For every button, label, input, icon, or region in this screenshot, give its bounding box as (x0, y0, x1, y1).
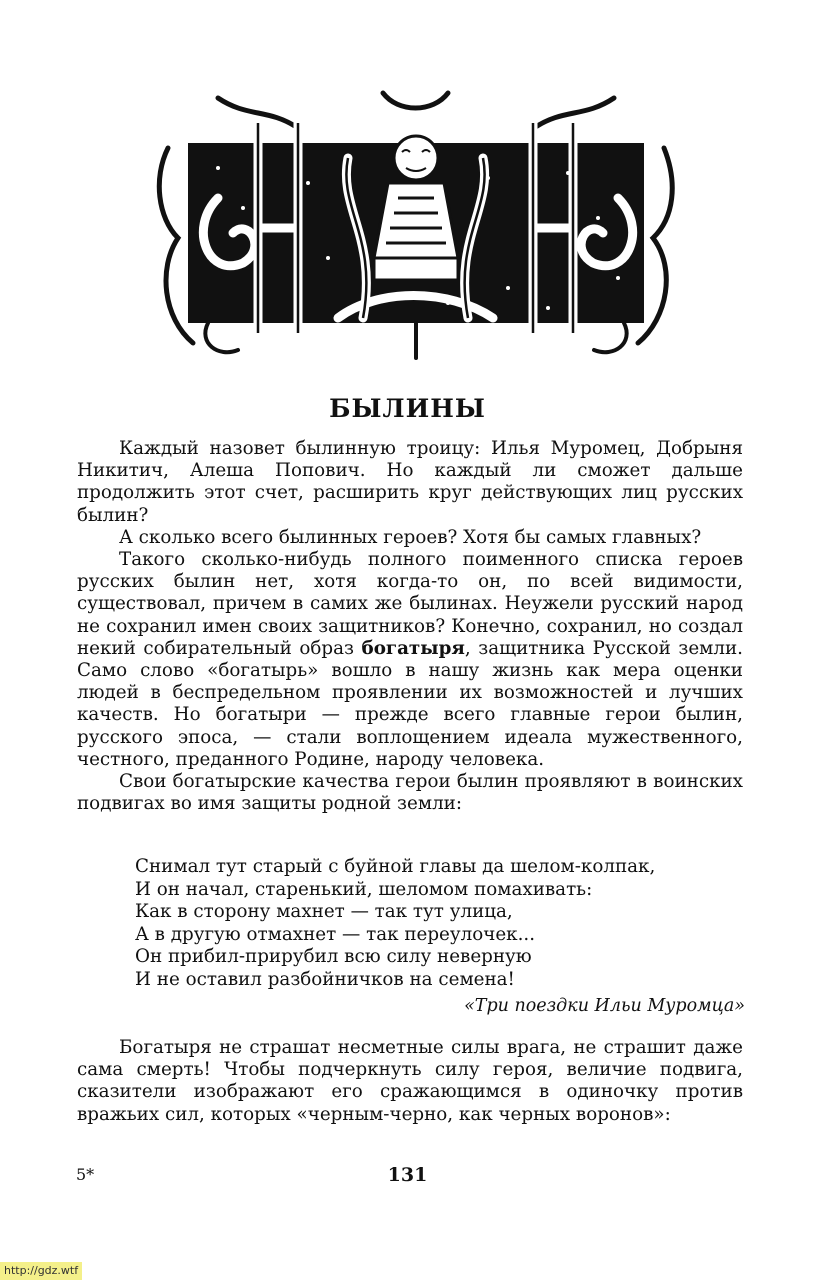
poem-line: Он прибил-прирубил всю силу неверную (135, 946, 532, 968)
paragraph: Каждый назовет былинную троицу: Илья Муромец, Добрыня Никитич, Алеша Попович. Но каждый ли сможет дальше продолжить этот счет, расширить круг действующих лиц русских былин? (77, 438, 743, 526)
paragraph: Свои богатырские качества герои былин проявляют в воинских подвигах во имя защиты родной земли: (77, 771, 743, 815)
printer-signature: 5* (76, 1165, 95, 1184)
poem-line: А в другую отмахнет — так переулочек... (135, 923, 536, 945)
paragraph: А сколько всего былинных героев? Хотя бы самых главных? (119, 526, 702, 548)
ornament-illustration (148, 88, 684, 368)
paragraph (77, 549, 743, 771)
bold-term: богатыря (361, 637, 465, 659)
paragraph-text: Такого сколько-нибудь полного поименного списка героев русских былин нет, хотя когда-то он, по всей видимости, существовал, причем в самих же былинах. Неужели русский народ не сохранил имен своих защитников? Конечно, сохранил, но создал некий собирательный образ (77, 549, 743, 659)
watermark-link[interactable]: http://gdz.wtf (0, 1262, 82, 1280)
paragraph-text: , защитника Русской земли. Само слово «богатырь» вошло в нашу жизнь как мера оценки людей в беспредельном проявлении их возможностей и лучших качеств. Но богатыри — прежде всего главные герои былин, русского эпоса, — стали воплощением идеала мужественного, честного, преданного Родине, народу человека. (77, 637, 743, 770)
poem-line: Как в сторону махнет — так тут улица, (135, 901, 513, 923)
page-number: 131 (387, 1164, 428, 1186)
poem-source: «Три поездки Ильи Муромца» (464, 996, 745, 1016)
poem-line: И он начал, старенький, шеломом помахивать: (135, 878, 593, 900)
intro-text (77, 438, 743, 815)
page-title: БЫЛИНЫ (329, 394, 486, 423)
poem-line: Снимал тут старый с буйной главы да шелом-колпак, (135, 856, 656, 877)
poem-line: И не оставил разбойничков на семена! (135, 968, 515, 990)
poem-quote (135, 856, 755, 992)
paragraph: Богатыря не страшат несметные силы врага, не страшит даже сама смерть! Чтобы подчеркнуть силу героя, величие подвига, сказители изображают его сражающимся в одиночку против вражьих сил, которых «черным-черно, как черных воронов»: (77, 1037, 743, 1125)
after-poem-text (77, 1037, 743, 1126)
